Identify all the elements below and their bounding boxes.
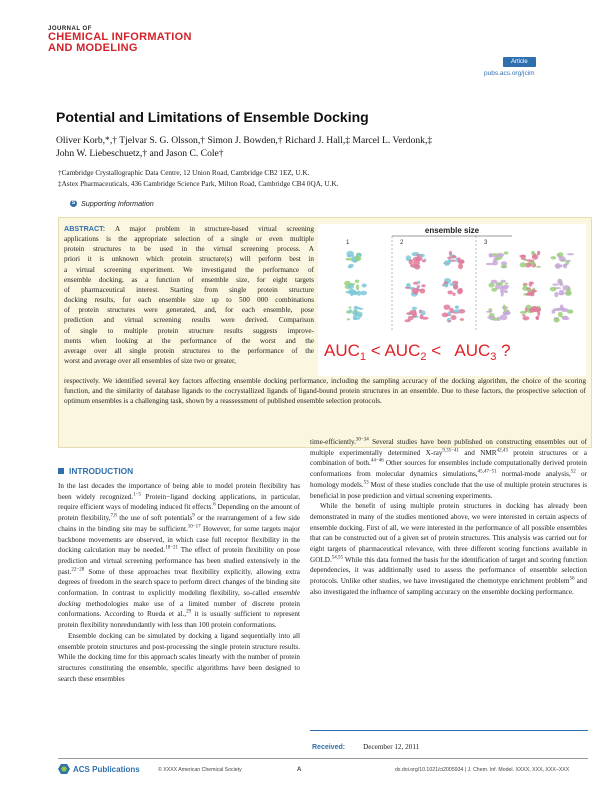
- protein-structure-blob: [537, 251, 540, 256]
- page-number: A: [297, 767, 302, 773]
- protein-structure-blob: [489, 253, 492, 257]
- protein-structure-blob: [531, 292, 534, 297]
- intro-left-paragraph-2: Ensemble docking can be simulated by docking a ligand sequentially into all ensemble protein structures and post-processing the single protein structure results. While the docking time for this approach scales linearly with the number of protein structures constituting the ensemble, specific algorithms have been designed to search these ensembles: [58, 631, 300, 683]
- protein-structure-blob: [448, 320, 451, 322]
- authors-line1: Oliver Korb,*,† Tjelvar S. G. Olsson,† Simon J. Bowden,† Richard J. Hall,‡ Marcel L. Verdonk,‡: [56, 135, 433, 146]
- protein-structure-blob: [349, 309, 352, 313]
- received-rule: [310, 730, 588, 731]
- toc-col-label-2: 2: [400, 240, 404, 246]
- protein-structure-blob: [503, 312, 508, 314]
- protein-structure-blob: [563, 316, 568, 320]
- protein-structure-blob: [355, 256, 362, 261]
- protein-structure-blob: [526, 259, 532, 261]
- protein-structure-blob: [413, 257, 420, 262]
- protein-structure-blob: [536, 266, 540, 268]
- publisher-name: ACS Publications: [73, 764, 140, 774]
- acs-hexagon-icon: [58, 764, 70, 774]
- protein-structure-blob: [417, 285, 420, 288]
- received-date: December 12, 2011: [363, 743, 420, 751]
- protein-structure-blob: [352, 255, 355, 261]
- abstract-line: ments when looking at the performance of the worst and the: [64, 336, 314, 345]
- protein-structure-blob: [412, 307, 418, 310]
- protein-structure-blob: [356, 307, 361, 309]
- protein-structure-blob: [442, 313, 449, 318]
- protein-structure-blob: [566, 260, 570, 263]
- abstract-line: of single to multiple protein structure results suggests improve-: [64, 326, 314, 335]
- protein-structure-blob: [529, 281, 533, 286]
- supporting-info-label: Supporting Information: [81, 199, 154, 208]
- journal-line3: AND MODELING: [48, 42, 138, 54]
- protein-structure-blob: [522, 316, 529, 320]
- protein-structure-blob: [559, 256, 566, 261]
- introduction-heading: INTRODUCTION: [58, 466, 133, 476]
- protein-structure-blob: [444, 305, 451, 310]
- protein-structure-blob: [411, 288, 419, 293]
- protein-structure-blob: [405, 287, 410, 289]
- copyright-text: © XXXX American Chemical Society: [158, 767, 242, 773]
- protein-structure-blob: [489, 313, 495, 317]
- protein-structure-blob: [355, 312, 363, 317]
- protein-structure-blob: [421, 310, 426, 315]
- journal-url-link[interactable]: pubs.acs.org/jcim: [484, 70, 535, 77]
- protein-structure-blob: [447, 290, 452, 294]
- protein-structure-blob: [451, 315, 457, 320]
- abstract-line: ABSTRACT: A major problem in structure-based virtual screening: [64, 224, 314, 233]
- protein-structure-blob: [565, 291, 572, 296]
- protein-structure-blob: [360, 291, 367, 296]
- supporting-info-link[interactable]: [70, 199, 154, 208]
- protein-structure-blob: [410, 264, 416, 268]
- protein-structure-blob: [455, 306, 459, 309]
- article-type-badge: Article: [503, 57, 536, 67]
- protein-structure-blob: [493, 258, 496, 262]
- abstract-line: ensemble docking, as a function of ensemble size, for eight targets: [64, 275, 314, 284]
- authors-line2: John W. Liebeschuetz,† and Jason C. Cole†: [56, 148, 224, 159]
- abstract-line: a virtual screening experiment. We investigated the performance of: [64, 265, 314, 274]
- protein-structure-blob: [347, 255, 352, 257]
- abstract-line: applications is the appropriate selection of a single or even multiple: [64, 235, 314, 244]
- toc-header: ensemble size: [424, 226, 480, 235]
- protein-structure-blob: [452, 255, 457, 258]
- protein-structure-blob: [348, 307, 351, 309]
- protein-structure-blob: [563, 264, 567, 269]
- protein-structure-blob: [527, 289, 533, 292]
- footer-rule: [58, 758, 588, 759]
- protein-structure-blob: [567, 253, 574, 255]
- protein-structure-blob: [357, 291, 361, 296]
- protein-structure-blob: [486, 263, 494, 265]
- toc-graphic: [318, 224, 586, 376]
- auc-3-label: < AUC: [426, 341, 491, 360]
- protein-structure-blob: [453, 309, 460, 312]
- protein-structure-blob: [491, 288, 497, 292]
- protein-structure-blob: [502, 264, 507, 268]
- protein-structure-blob: [531, 251, 535, 255]
- protein-structure-blob: [412, 314, 415, 318]
- protein-structure-blob: [555, 263, 561, 269]
- intro-right-column: [310, 437, 587, 598]
- paper-title: Potential and Limitations of Ensemble Docking: [56, 109, 369, 125]
- protein-structure-blob: [458, 263, 463, 269]
- abstract-line: of pharmaceutical interest. Starting from single protein structure: [64, 285, 314, 294]
- auc-1-label: AUC: [324, 341, 360, 360]
- supporting-info-icon: S: [71, 200, 76, 206]
- abstract-line: prediction and virtual screening results were derived. Comparison: [64, 316, 314, 325]
- auc-2-subscript: 2: [420, 351, 427, 363]
- protein-structure-blob: [554, 318, 560, 323]
- auc-2-label: < AUC: [366, 341, 421, 360]
- protein-structure-blob: [421, 317, 429, 320]
- protein-structure-blob: [521, 255, 526, 261]
- protein-structure-blob: [344, 281, 351, 286]
- auc-question: ?: [496, 341, 511, 360]
- protein-structure-blob: [550, 287, 557, 292]
- protein-structure-blob: [523, 284, 527, 287]
- protein-structure-blob: [356, 284, 359, 290]
- abstract-wide: respectively. We identified several key factors affecting ensemble docking performance, including the sampling accuracy of the docking algorithm, the choice of the scoring function, and the similarity of database ligands to the cocrystallized ligands of ligand-bound protein structures in an ensemble. Due to these factors, the prospective selection of optimum ensembles is a challenging task, shown by a reassessment of published ensemble selection protocols.: [64, 377, 586, 406]
- protein-structure-blob: [453, 284, 458, 289]
- protein-structure-blob: [486, 311, 492, 313]
- protein-structure-blob: [497, 253, 505, 257]
- protein-structure-blob: [520, 311, 527, 314]
- journal-line2: CHEMICAL INFORMATION: [48, 31, 192, 43]
- abstract-line: of protein structures were generated, and, for each ensemble, pose: [64, 306, 314, 315]
- intro-right-paragraph-1: time-efficiently.$^{30-34}$ Several studies have been published on constructing ensembles out of multiple experimentally determined X-ray$^{9,35-41}$ and NMR$^{42,43}$ protein structures or a combination of both.$^{44-46}$ Other sources for ensembles include computationally derived protein conformations from molecular dynamics simulations,$^{45,47-51}$ normal-mode analysis,$^{52}$ or homology models.$^{53}$ Most of these studies conclude that the use of multiple protein structures is beneficial in pose prediction and virtual screening experiments.: [310, 437, 587, 500]
- protein-structure-blob: [501, 280, 506, 283]
- protein-structure-blob: [502, 285, 509, 289]
- protein-structure-blob: [503, 305, 506, 311]
- acs-publications-logo: [58, 764, 140, 774]
- abstract-narrow-lines: [64, 224, 314, 366]
- protein-structure-blob: [554, 292, 558, 298]
- protein-structure-blob: [491, 280, 498, 284]
- protein-structure-blob: [501, 291, 504, 296]
- protein-structure-blob: [362, 284, 367, 288]
- abstract-line: worst and average over all ensembles of size two or greater,: [64, 357, 236, 366]
- abstract-line: priori it is unknown which protein structure(s) will perform best in: [64, 255, 314, 264]
- abstract-narrow: [64, 224, 314, 366]
- protein-structure-blob: [567, 310, 574, 314]
- protein-structure-blob: [458, 288, 463, 293]
- protein-structure-blob: [558, 293, 564, 295]
- protein-structure-blob: [558, 252, 564, 257]
- toc-auc-formula: [324, 341, 511, 363]
- protein-structure-blob: [349, 264, 354, 267]
- affiliation-1: †Cambridge Crystallographic Data Centre, 12 Union Road, Cambridge CB2 1EZ, U.K.: [58, 169, 310, 177]
- protein-structure-blob: [448, 259, 452, 264]
- protein-structure-blob: [347, 318, 350, 320]
- protein-structure-blob: [346, 291, 353, 294]
- abstract-line: docking results, for each ensemble size up to 500 000 combinations: [64, 296, 314, 305]
- auc-3-subscript: 3: [490, 351, 497, 363]
- protein-structure-blob: [505, 283, 509, 285]
- protein-structure-blob: [553, 309, 558, 311]
- protein-structure-blob: [422, 260, 425, 263]
- toc-col-label-1: 1: [346, 240, 350, 246]
- protein-structure-blob: [536, 316, 540, 319]
- protein-structure-blob: [500, 315, 508, 321]
- intro-right-paragraph-2: While the benefit of using multiple protein structures in docking has already been demonstrated in many of the studies mentioned above, we were interested in certain aspects of ensemble docking. First of all, we were interested in the performance of all possible ensembles that can be constructed out of a given set of protein structures. This analysis was carried out for eight targets of pharmaceutical relevance, with three different scoring functions available in GOLD.$^{54,55}$ While this data formed the basis for the identification of target and scoring function dependencies, it was additionally used to assess the performance of ensemble selection protocols. Unlike other studies, we have investigated the chemotype enrichment problem$^{56}$ and also investigated the influence of sampling accuracy on the ensemble docking performance.: [310, 502, 587, 596]
- protein-structure-blob: [522, 314, 526, 316]
- protein-structure-blob: [409, 310, 417, 315]
- protein-structure-blob: [421, 284, 425, 287]
- protein-structure-blob: [405, 319, 411, 322]
- protein-structure-blob: [551, 256, 557, 259]
- protein-structure-blob: [417, 281, 420, 284]
- protein-structure-blob: [449, 308, 454, 314]
- toc-col-label-3: 3: [484, 240, 488, 246]
- protein-structure-blob: [452, 293, 455, 296]
- doi-citation[interactable]: dx.doi.org/10.1021/ci2005934 | J. Chem. Inf. Model. XXXX, XXX, XXX−XXX: [395, 767, 570, 773]
- protein-structure-blob: [409, 260, 413, 265]
- journal-logo: [48, 26, 192, 55]
- intro-left-column: [58, 481, 300, 684]
- received-label: Received:: [312, 744, 346, 751]
- protein-structure-blob: [504, 251, 509, 254]
- auc-1-subscript: 1: [359, 351, 367, 363]
- intro-left-paragraph-1: In the last decades the importance of being able to model protein flexibility has been widely recognized.$^{1-5}$ Protein−ligand docking applications, in particular, require efficient ways of modeling induced fit effects.$^6$ Depending on the amount of protein flexibility,$^{7,8}$ the use of soft potentials$^9$ or the rearrangement of a few side chains in the binding site may be sufficient.$^{10-17}$ However, for some targets major backbone movements are observed, in which case full receptor flexibility in the docking calculation may be needed.$^{18-21}$ The effect of protein flexibility on pose prediction and virtual screening performance has been studied extensively in the past.$^{22-28}$ Some of these approaches treat flexibility explicitly, allowing extra degrees of freedom in the search space to perform direct changes of the binding site conformation. In contrast to explicitly modeling flexibility, so-called ensemble docking methodologies make use of a limited number of discrete protein conformations. According to Rueda et al.,$^{29}$ it is usually sufficient to represent protein flexibility nonredundantly with less than 100 protein conformations.: [58, 482, 300, 630]
- protein-structure-blob: [420, 254, 425, 258]
- protein-structure-blob: [355, 280, 360, 283]
- protein-structure-blob: [504, 290, 507, 293]
- protein-structure-blob: [460, 318, 464, 321]
- abstract-line: protein structures to be used in the virtual screening process. A: [64, 245, 314, 254]
- protein-structure-blob: [520, 262, 527, 267]
- protein-structure-blob: [445, 284, 449, 288]
- abstract-label: ABSTRACT:: [64, 224, 115, 233]
- protein-structure-blob: [552, 283, 558, 285]
- affiliation-2: ‡Astex Pharmaceuticals, 436 Cambridge Science Park, Milton Road, Cambridge CB4 0QA, U.K.: [58, 180, 339, 188]
- received-info: [312, 736, 419, 754]
- toc-graphic-svg: [318, 224, 586, 376]
- protein-structure-blob: [460, 260, 465, 263]
- journal-line1: JOURNAL OF: [48, 26, 92, 32]
- protein-structure-blob: [557, 279, 561, 284]
- section-marker-icon: [58, 468, 64, 474]
- protein-structure-blob: [534, 307, 542, 312]
- abstract-line: average over all single protein structures to the performance of the: [64, 346, 314, 355]
